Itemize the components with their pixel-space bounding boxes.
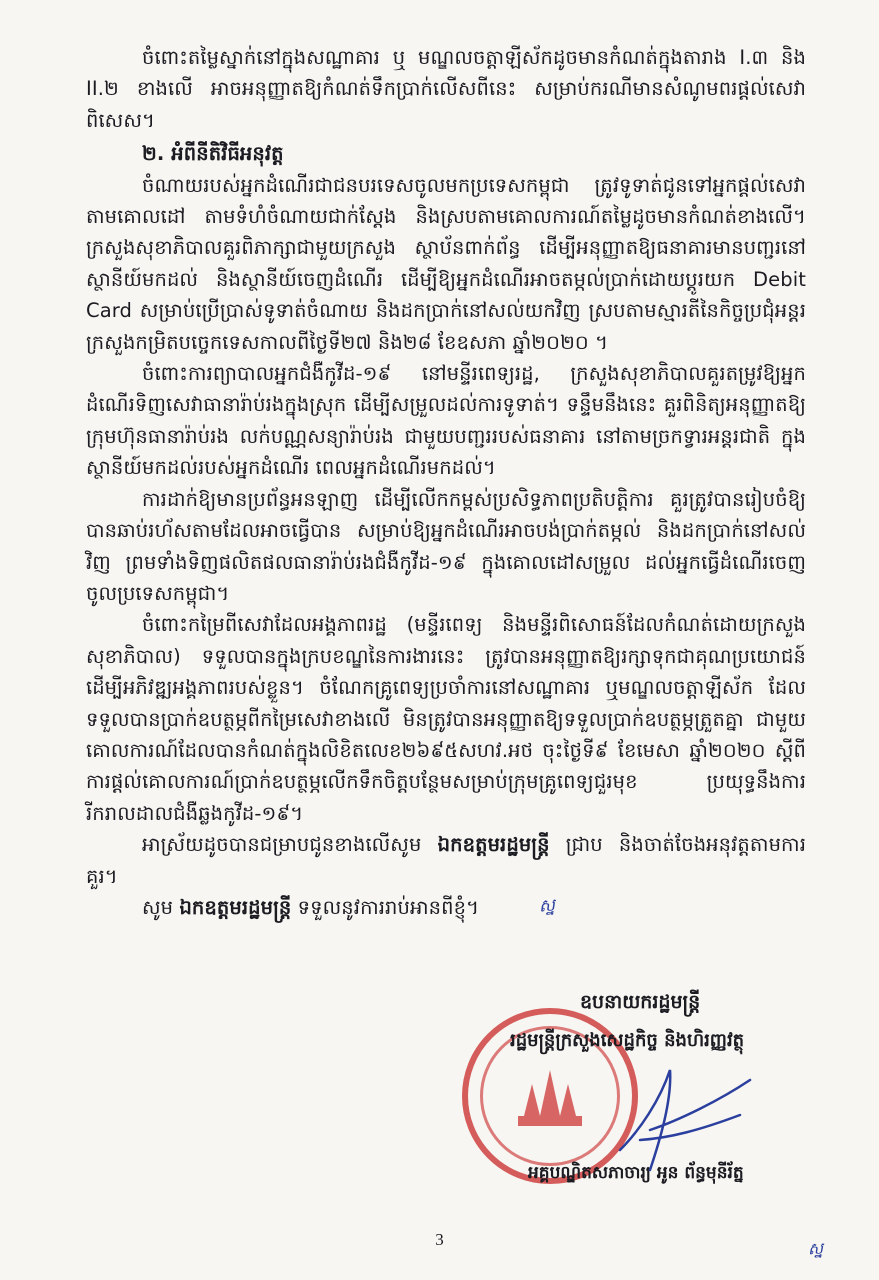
letter-body xyxy=(86,42,806,925)
paragraph-treatment: ចំពោះការព្យាបាលអ្នកជំងឺកូវីដ-១៩ នៅមន្ទីរពេទ្យរដ្ឋ, ក្រសួងសុខាភិបាលគួរតម្រូវឱ្យអ្នកដំណើរទិញសេវាធានារ៉ាប់រងក្នុងស្រុក ដើម្បីសម្រួលដល់ការទូទាត់។ ទន្ទឹមនឹងនេះ គួរពិនិត្យអនុញ្ញាតឱ្យក្រុមហ៊ុនធានារ៉ាប់រង លក់បណ្ណសន្យារ៉ាប់រង ជាមួយបញ្ជររបស់ធនាគារ នៅតាមច្រកទ្វារអន្តរជាតិ ក្នុងស្ថានីយ៍មកដល់របស់អ្នកដំណើរ ពេលអ្នកដំណើរមកដល់។ xyxy=(86,362,806,480)
request-text-before: អាស្រ័យដូចបានជម្រាបជូនខាងលើសូម xyxy=(142,833,438,857)
addressee-title: ឯកឧត្តមរដ្ឋមន្ត្រី xyxy=(437,833,550,857)
page-number: 3 xyxy=(435,1230,444,1249)
paragraph-online-system: ការដាក់ឱ្យមានប្រព័ន្ធអនឡាញ ដើម្បីលើកកម្ពស់ប្រសិទ្ធភាពប្រតិបត្តិការ គួរត្រូវបានរៀបចំឱ្យបានឆាប់រហ័សតាមដែលអាចធ្វើបាន សម្រាប់ឱ្យអ្នកដំណើរអាចបង់ប្រាក់តម្កល់ និងដកប្រាក់នៅសល់វិញ ព្រមទាំងទិញផលិតផលធានារ៉ាប់រងជំងឺកូវីដ-១៩ ក្នុងគោលដៅសម្រួល ដល់អ្នកធ្វើដំណើរចេញចូលប្រទេសកម្ពុជា។ xyxy=(86,487,806,605)
handwritten-initial: ស្ន xyxy=(537,895,557,917)
closing-text-before: សូម xyxy=(142,895,180,919)
closing-text-after: ទទួលនូវការរាប់អានពីខ្ញុំ។ xyxy=(291,895,480,919)
request-text-after: ជ្រាប និងចាត់ចែងអនុវត្តតាមការគួរ។ xyxy=(86,833,806,888)
section-heading-procedure: ២. អំពីនីតិវិធីអនុវត្ត xyxy=(142,142,284,166)
paragraph-service-fees: ចំពោះកម្រៃពីសេវាដែលអង្គភាពរដ្ឋ (មន្ទីរពេទ្យ និងមន្ទីរពិសោធន៍ដែលកំណត់ដោយក្រសួងសុខាភិបាល) ទទួលបានក្នុងក្របខណ្ឌនៃការងារនេះ ត្រូវបានអនុញ្ញាតឱ្យរក្សាទុកជាគុណប្រយោជន៍ដើម្បីអភិវឌ្ឍអង្គភាពរបស់ខ្លួន។ ចំណែកគ្រូពេទ្យប្រចាំការនៅសណ្ឋាគារ ឬមណ្ឌលចត្តាឡីស័ក ដែលទទួលបានប្រាក់ឧបត្ថម្ភពីកម្រៃសេវាខាងលើ មិនត្រូវបានអនុញ្ញាតឱ្យទទួលប្រាក់ឧបត្ថម្ភត្រួតគ្នា ជាមួយគោលការណ៍ដែលបានកំណត់ក្នុងលិខិតលេខ២៦៩៥សហវ.អថ ចុះថ្ងៃទី៩ ខែមេសា ឆ្នាំ២០២០ ស្តីពីការផ្តល់គោលការណ៍ប្រាក់ឧបត្ថម្ភលើកទឹកចិត្តបន្ថែមសម្រាប់ក្រុមគ្រូពេទ្យជួរមុខ ប្រយុទ្ធនឹងការរីករាលដាលជំងឺឆ្លងកូវីដ-១៩។ xyxy=(86,613,806,825)
paragraph-hotel-cost: ចំពោះតម្លៃស្នាក់នៅក្នុងសណ្ឋាគារ ឬ មណ្ឌលចត្តាឡីស័កដូចមានកំណត់ក្នុងតារាង I.៣ និង II.២ ខាងលើ អាចអនុញ្ញាតឱ្យកំណត់ទឹកប្រាក់លើសពីនេះ សម្រាប់ករណីមានសំណូមពរផ្តល់សេវាពិសេស។ xyxy=(86,46,806,132)
paragraph-payment: ចំណាយរបស់អ្នកដំណើរជាជនបរទេសចូលមកប្រទេសកម្ពុជា ត្រូវទូទាត់ជូនទៅអ្នកផ្តល់សេវាតាមគោលដៅ តាមទំហំចំណាយជាក់ស្តែង និងស្របតាមគោលការណ៍តម្លៃដូចមានកំណត់ខាងលើ។ ក្រសួងសុខាភិបាលគួរពិភាក្សាជាមួយក្រសួង ស្ថាប័នពាក់ព័ន្ធ ដើម្បីអនុញ្ញាតឱ្យធនាគារមានបញ្ជរនៅស្ថានីយ៍មកដល់ និងស្ថានីយ៍ចេញដំណើរ ដើម្បីឱ្យអ្នកដំណើរអាចតម្កល់ប្រាក់ដោយប្តូរយក Debit Card សម្រាប់ប្រើប្រាស់ទូទាត់ចំណាយ និងដកប្រាក់នៅសល់យកវិញ ស្របតាមស្មារតីនៃកិច្ចប្រជុំអន្តរក្រសួងកម្រិតបច្ចេកទេសកាលពីថ្ងៃទី២៧ និង២៨ ខែឧសភា ឆ្នាំ២០២០ ។ xyxy=(86,173,806,354)
signatory-title: ឧបនាយករដ្ឋមន្ត្រី xyxy=(580,991,701,1013)
signatory-name: អគ្គបណ្ឌិតសភាចារ្យ អូន ព័ន្ធមុនីរ័ត្ន xyxy=(528,1163,744,1183)
signatory-ministry: រដ្ឋមន្ត្រីក្រសួងសេដ្ឋកិច្ច និងហិរញ្ញវត្ថុ xyxy=(510,1030,745,1051)
paragraph-closing xyxy=(86,892,806,925)
handwritten-signature xyxy=(600,1060,760,1180)
margin-initial-mark: ស្ន xyxy=(807,1238,824,1259)
paragraph-request xyxy=(86,829,806,892)
closing-addressee-title: ឯកឧត្តមរដ្ឋមន្ត្រី xyxy=(179,895,292,919)
